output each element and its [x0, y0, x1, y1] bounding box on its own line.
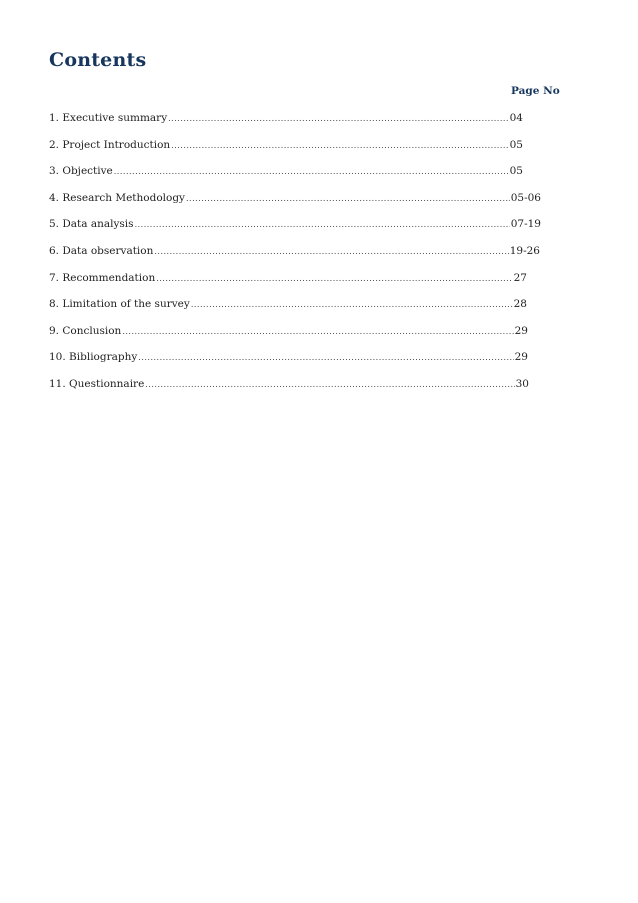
table-of-contents — [49, 112, 549, 405]
toc-entry-page: 07-19 — [510, 218, 541, 231]
toc-entry-page: 27 — [513, 271, 527, 284]
toc-entry-label: 5. Data analysis — [49, 218, 134, 231]
toc-entry-page: 29 — [514, 351, 528, 364]
page-no-column-header: Page No — [511, 85, 560, 97]
toc-entry-label: 3. Objective — [49, 165, 113, 178]
toc-dot-leader — [114, 168, 509, 176]
toc-dot-leader — [138, 354, 513, 362]
toc-entry[interactable] — [49, 192, 541, 219]
toc-entry-label: 10. Bibliography — [49, 351, 138, 364]
toc-entry-page: 05-06 — [510, 191, 541, 204]
toc-entry-label: 9. Conclusion — [49, 324, 122, 337]
toc-dot-leader — [191, 301, 513, 309]
toc-dot-leader — [168, 115, 508, 123]
toc-entry[interactable] — [49, 298, 527, 325]
toc-entry-label: 8. Limitation of the survey — [49, 298, 190, 311]
toc-entry-label: 1. Executive summary — [49, 112, 168, 124]
toc-entry[interactable] — [49, 272, 527, 299]
toc-entry-label: 4. Research Methodology — [49, 191, 185, 204]
toc-dot-leader — [154, 248, 508, 256]
toc-entry[interactable] — [49, 351, 528, 378]
toc-dot-leader — [145, 381, 514, 389]
toc-dot-leader — [156, 275, 512, 283]
toc-entry-page: 04 — [509, 112, 523, 124]
toc-entry[interactable] — [49, 245, 540, 272]
toc-entry-page: 05 — [509, 165, 523, 178]
toc-entry-label: 7. Recommendation — [49, 271, 156, 284]
toc-dot-leader — [135, 221, 510, 229]
toc-entry-page: 05 — [509, 138, 523, 151]
toc-entry[interactable] — [49, 139, 523, 166]
toc-entry[interactable] — [49, 165, 523, 192]
toc-entry[interactable] — [49, 325, 528, 352]
toc-entry-page: 30 — [515, 377, 529, 390]
toc-entry[interactable] — [49, 112, 523, 139]
toc-dot-leader — [171, 142, 508, 150]
toc-entry-label: 6. Data observation — [49, 244, 154, 257]
toc-entry-page: 29 — [514, 324, 528, 337]
toc-dot-leader — [122, 328, 513, 336]
toc-entry-page: 19-26 — [509, 244, 540, 257]
toc-entry-label: 11. Questionnaire — [49, 377, 145, 390]
toc-dot-leader — [186, 195, 510, 203]
toc-entry[interactable] — [49, 218, 541, 245]
toc-entry-page: 28 — [513, 298, 527, 311]
page-title: Contents — [49, 49, 147, 71]
toc-entry-label: 2. Project Introduction — [49, 138, 171, 151]
toc-entry[interactable] — [49, 378, 529, 405]
